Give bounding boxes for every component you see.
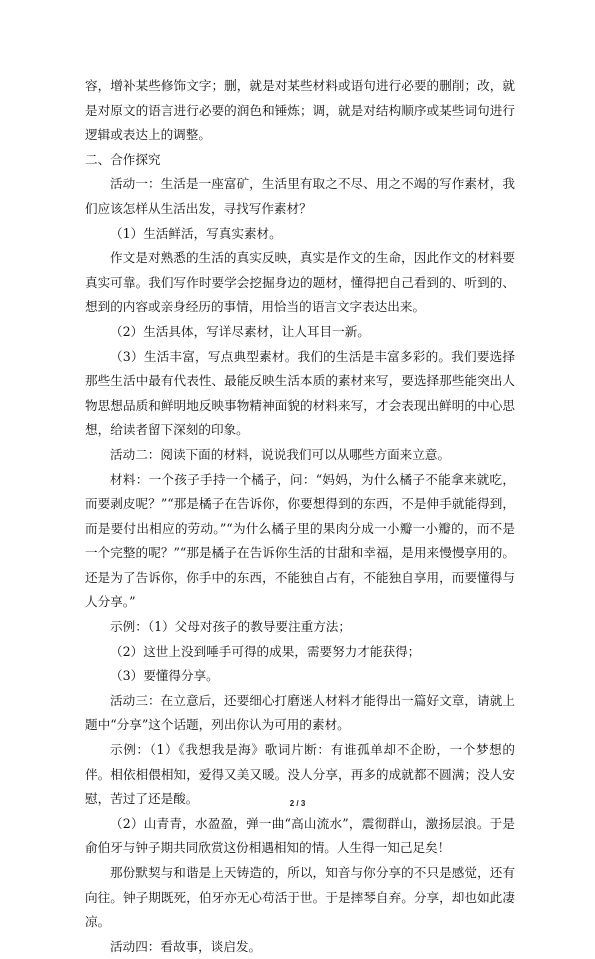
paragraph-sample-1: 示例：（1）《我想我是海》歌词片断：有谁孤单却不企盼，一个梦想的伴。相依相偎相知，爱得又美又暖。没人分享，再多的成就都不圆满；没人安慰，苦过了还是酸。 [85,742,515,807]
paragraph-item-2: （2）生活具体，写详尽素材，让人耳目一新。 [110,323,370,339]
paragraph-activity-4: 活动四：看故事，谈启发。 [110,938,262,954]
paragraph-example-2: （2）这世上没到唾手可得的成果，需要努力才能获得； [110,643,421,659]
paragraph-sample-3: 那份默契与和谐是上天铸造的，所以，知音与你分享的不只是感觉，还有向往。钟子期既死，伯牙亦无心苟活于世。于是摔琴自弃。分享，却也如此凄凉。 [85,865,515,930]
paragraph-body-1: 作文是对熟悉的生活的真实反映，真实是作文的生命，因此作文的材料要真实可靠。我们写作时要学会挖掘身边的题材，懂得把自己看到的、听到的、想到的内容或亲身经历的事情，用恰当的语言文字表达出来。 [85,250,515,315]
paragraph-activity-1: 活动一：生活是一座富矿，生活里有取之不尽、用之不竭的写作素材，我们应该怎样从生活出发，寻找写作素材？ [85,176,515,216]
paragraph-1: 容，增补某些修饰文字；删，就是对某些材料或语句进行必要的删削；改，就是对原文的语言进行必要的润色和锤炼；调，就是对结构顺序或某些词句进行逻辑或表达上的调整。 [85,78,515,143]
document-body [85,74,515,959]
paragraph-activity-2: 活动二：阅读下面的材料，说说我们可以从哪些方面来立意。 [110,446,451,462]
section-heading: 二、合作探究 [85,151,161,167]
paragraph-sample-2: （2）山青青，水盈盈，弹一曲“高山流水”，震彻群山，激扬层浪。于是俞伯牙与钟子期共同欣赏这份相遇相知的情。人生得一知己足矣！ [85,815,515,856]
paragraph-material: 材料：一个孩子手持一个橘子，问：“妈妈，为什么橘子不能拿来就吃，而要剥皮呢？”“那是橘子在告诉你，你要想得到的东西，不是伸手就能得到，而是要付出相应的劳动。”“为什么橘子里的果肉分成一小瓣一小瓣的，而不是一个完整的呢？”“那是橘子在告诉你生活的甘甜和幸福，是用来慢慢享用的。还是为了告诉你，你手中的东西，不能独自占有，不能独自享用，而要懂得与人分享。” [85,471,515,610]
paragraph-example-3: （3）要懂得分享。 [110,668,219,684]
page-number: 2 / 3 [289,799,306,808]
paragraph-activity-3: 活动三：在立意后，还要细心打磨迷人材料才能得出一篇好文章，请就上题中“分享”这个话题，列出你认为可用的素材。 [85,692,515,733]
paragraph-example-1: 示例：（1）父母对孩子的教导要注重方法； [110,619,351,635]
paragraph-item-3: （3）生活丰富，写点典型素材。我们的生活是丰富多彩的。我们要选择那些生活中最有代表性、最能反映生活本质的素材来写，要选择那些能突出人物思想品质和鲜明地反映事物精神面貌的材料来写，才会表现出鲜明的中心思想，给读者留下深刻的印象。 [85,348,515,438]
paragraph-item-1: （1）生活鲜活，写真实素材。 [110,225,282,241]
